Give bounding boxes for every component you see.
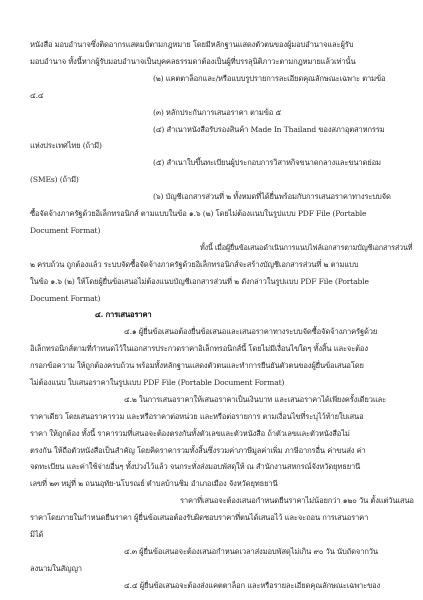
text-line: ราคา ให้ถูกต้อง ทั้งนี้ ราคารวมที่เสนอจะต้องตรงกันทั้งตัวเลขและตัวหนังสือ ถ้าตัวเลขและตัวหนังสือไม่ <box>30 429 350 438</box>
text-line: ๔.๒ ในการเสนอราคาให้เสนอราคาเป็นเงินบาท และเสนอราคาได้เพียงครั้งเดียวและ <box>124 395 387 404</box>
text-line: ๒ ครบถ้วน ถูกต้องแล้ว ระบบจัดซื้อจัดจ้างภาครัฐด้วยอิเล็กทรอนิกส์จะสร้างบัญชีเอกสารส่วนที่ ๒ ตามแบบ <box>30 260 359 269</box>
text-line: ๔.๑ ผู้ยื่นข้อเสนอต้องยื่นข้อเสนอและเสนอราคาทางระบบจัดซื้อจัดจ้างภาครัฐด้วย <box>124 327 378 336</box>
text-line: ทั้งนี้ เมื่อผู้ยื่นข้อเสนอดำเนินการแนบไฟล์เอกสารตามบัญชีเอกสารส่วนที่ <box>200 243 413 252</box>
text-line: (๖) บัญชีเอกสารส่วนที่ ๒ ทั้งหมดที่ได้ยื่นพร้อมกับการเสนอราคาทางระบบจัด <box>153 192 391 201</box>
text-line: ๔.๔ ผู้ยื่นข้อเสนอจะต้องส่งแคตตาล็อก และหรือรายละเอียดคุณลักษณะเฉพาะของ <box>124 581 381 590</box>
text-line: หนังสือ มอบอำนาจซึ่งติดอากรแสตมป์ตามกฎหมาย โดยมีหลักฐานแสดงตัวตนของผู้มอบอำนาจและผู้รับ <box>30 40 354 49</box>
text-line: (SMEs) (ถ้ามี) <box>30 175 79 184</box>
text-line: ๔.๔ <box>30 91 44 100</box>
section-heading: ๔. การเสนอราคา <box>95 310 152 319</box>
text-line: มิได้ <box>30 530 44 539</box>
text-line: (๕) สำเนาใบขึ้นทะเบียนผู้ประกอบการวิสาหกิจขนาดกลางและขนาดย่อม <box>153 158 381 167</box>
text-line: อิเล็กทรอนิกส์ตามที่กำหนดไว้ในเอกสารประกวดราคาอิเล็กทรอนิกส์นี้ โดยไม่มีเงื่อนไขใดๆ ทั้งสิ้น และจะต้อง <box>30 344 368 353</box>
text-line: ซื้อจัดจ้างภาครัฐด้วยอิเล็กทรอนิกส์ ตามแบบในข้อ ๑.๖ (๒) โดยไม่ต้องแนบในรูปแบบ PDF File (Portable <box>30 209 367 218</box>
text-line: มอบอำนาจ ทั้งนี้หากผู้รับมอบอำนาจเป็นบุคคลธรรมดาต้องเป็นผู้ที่บรรลุนิติภาวะตามกฎหมายแล้วเท่านั้น <box>30 57 356 66</box>
text-line: ลงนามในสัญญา <box>30 564 82 573</box>
text-line: จดทะเบียน และค่าใช้จ่ายอื่นๆ ทั้งปวงไว้แล้ว จนกระทั่งส่งมอบพัสดุให้ ณ สำนักงานสหกรณ์จังหวัดยุทธยานี <box>30 462 361 471</box>
text-line: (๒) แคตตาล็อกและ/หรือแบบรูปรายการละเอียดคุณลักษณะเฉพาะ ตามข้อ <box>153 74 386 83</box>
text-line: ตรงกัน ให้ถือตัวหนังสือเป็นสำคัญ โดยคิดราคารวมทั้งสิ้นซึ่งรวมค่าภาษีมูลค่าเพิ่ม ภาษีอากรอื่น ค่าขนส่ง ค่า <box>30 446 366 455</box>
text-line: ไม่ต้องแนบ ใบเสนอราคาในรูปแบบ PDF File (Portable Document Format) <box>30 378 285 387</box>
text-line: ในข้อ ๑.๖ (๒) ให้โดยผู้ยื่นข้อเสนอไม่ต้องแนบบัญชีเอกสารส่วนที่ ๒ ดังกล่าวในรูปแบบ PDF File (Portable <box>30 277 369 286</box>
text-line: ราคาที่เสนอจะต้องเสนอกำหนดยืนราคาไม่น้อยกว่า ๑๒๐ วัน ตั้งแต่วันเสนอ <box>180 496 414 505</box>
text-line: ราคาโดยภายในกำหนดยืนราคา ผู้ยื่นข้อเสนอต้องรับผิดชอบราคาที่ตนได้เสนอไว้ และจะถอน การเสนอราคา <box>30 513 369 522</box>
text-line: (๓) หลักประกันการเสนอราคา ตามข้อ ๕ <box>153 108 282 117</box>
text-line: (๔) สำเนาหนังสือรับรองสินค้า Made In Thailand ของสภาอุตสาหกรรม <box>153 125 385 134</box>
text-line: Document Format) <box>30 294 101 303</box>
text-line: Document Format) <box>30 226 101 235</box>
text-line: เลขที่ ๒๓ หมู่ที่ ๒ ถนนอุทัย-นโบรณย์ ตำบลบ้านชิม อำเภอเมือง จังหวัดยุทธยานี <box>30 479 278 488</box>
text-line: ๔.๓ ผู้ยื่นข้อเสนอจะต้องเสนอกำหนดเวลาส่งมอบพัสดุไม่เกิน ๙๐ วัน นับถัดจากวัน <box>124 547 378 556</box>
text-line: แห่งประเทศไทย (ถ้ามี) <box>30 141 102 150</box>
text-line: กรอกข้อความ ให้ถูกต้องครบถ้วน พร้อมทั้งหลักฐานแสดงตัวตนและทำการยืนยันตัวตนของผู้ยื่นข้อเสนอโดย <box>30 361 364 370</box>
text-line: ราคาเดียว โดยเสนอราคารวม และหรือราคาต่อหน่วย และหรือต่อรายการ ตามเงื่อนไขที่ระบุไว้ท้ายใบเสนอ <box>30 412 364 421</box>
